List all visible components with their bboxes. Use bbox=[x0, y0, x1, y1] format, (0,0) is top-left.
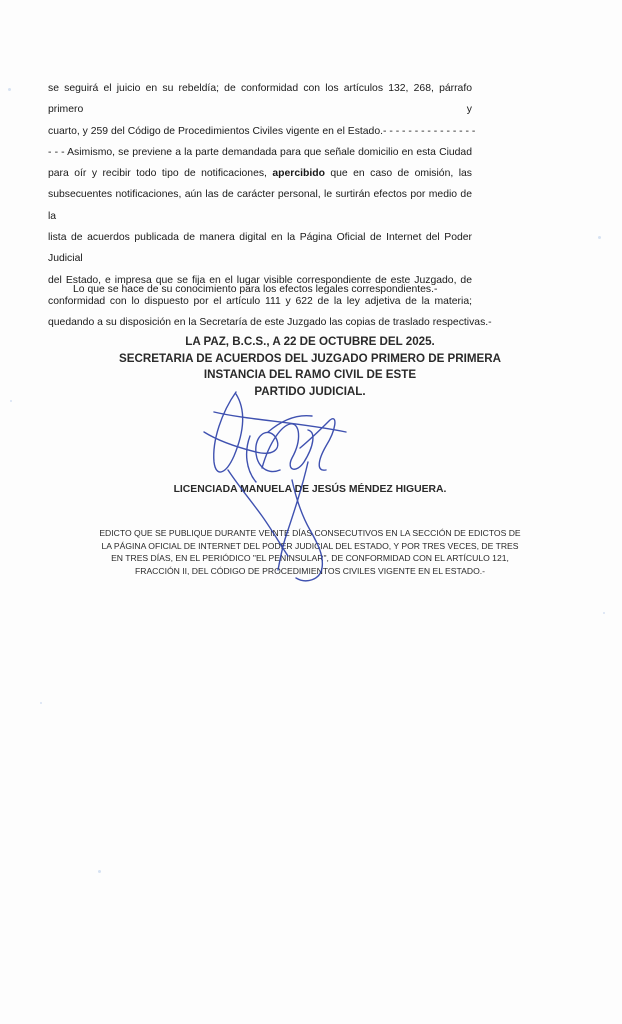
edict-line: EN TRES DÍAS, EN EL PERIÓDICO "EL PENINSULAR", DE CONFORMIDAD CON EL ARTÍCULO 121, bbox=[111, 553, 509, 564]
heading-line: SECRETARIA DE ACUERDOS DEL JUZGADO PRIMERO DE PRIMERA bbox=[119, 351, 501, 365]
scan-speck bbox=[40, 702, 42, 704]
edict-line: FRACCIÓN II, DEL CÓDIGO DE PROCEDIMIENTOS CIVILES VIGENTE EN EL ESTADO.- bbox=[134, 565, 485, 576]
text-line: quedando a su disposición en la Secretaría de este Juzgado las copias de traslado respectivas.- bbox=[48, 317, 492, 329]
scan-speck bbox=[8, 88, 11, 91]
text-line-apercibido bbox=[48, 163, 472, 184]
place-date-heading bbox=[40, 334, 580, 400]
edict-notice bbox=[40, 527, 580, 577]
apercibido-bold: apercibido bbox=[272, 168, 325, 180]
text-line: conformidad con lo dispuesto por el artículo 111 y 622 de la ley adjetiva de la materia; bbox=[48, 295, 472, 307]
body-text bbox=[48, 78, 492, 334]
heading-line: PARTIDO JUDICIAL. bbox=[254, 384, 366, 398]
scan-speck bbox=[10, 400, 12, 402]
text-line: del Estado, e impresa que se fija en el lugar visible correspondiente de este Juzgado, de bbox=[48, 274, 472, 286]
scan-speck bbox=[98, 870, 101, 873]
text-segment: que en caso de omisión, las bbox=[324, 168, 472, 180]
text-line: cuarto, y 259 del Código de Procedimientos Civiles vigente en el Estado.- - - - - - - - - - - - - - - bbox=[48, 125, 476, 137]
heading-line: INSTANCIA DEL RAMO CIVIL DE ESTE bbox=[203, 368, 417, 382]
text-line: - - - Asimismo, se previene a la parte demandada para que señale domicilio en esta Ciudad bbox=[48, 146, 472, 158]
text-line: subsecuentes notificaciones, aún las de carácter personal, le surtirán efectos por medio de la bbox=[48, 189, 472, 222]
scan-speck bbox=[598, 236, 601, 239]
text-line: lista de acuerdos publicada de manera digital en la Página Oficial de Internet del Poder Judicial bbox=[48, 232, 472, 265]
edict-line: EDICTO QUE SE PUBLIQUE DURANTE VEINTE DÍAS CONSECUTIVOS EN LA SECCIÓN DE EDICTOS DE bbox=[99, 528, 521, 538]
heading-line: LA PAZ, B.C.S., A 22 DE OCTUBRE DEL 2025. bbox=[185, 335, 435, 348]
text-segment: para oír y recibir todo tipo de notificaciones, bbox=[48, 168, 273, 180]
text-line: se seguirá el juicio en su rebeldía; de conformidad con los artículos 132, 268, párrafo primero y bbox=[48, 83, 472, 116]
edict-line: LA PÁGINA OFICIAL DE INTERNET DEL PODER JUDICIAL DEL ESTADO, Y POR TRES VECES, DE TRES bbox=[101, 540, 519, 551]
signer-name: LICENCIADA MANUELA DE JESÚS MÉNDEZ HIGUERA. bbox=[173, 484, 447, 495]
scan-speck bbox=[603, 612, 605, 614]
closing-statement: Lo que se hace de su conocimiento para los efectos legales correspondientes.- bbox=[73, 284, 438, 295]
